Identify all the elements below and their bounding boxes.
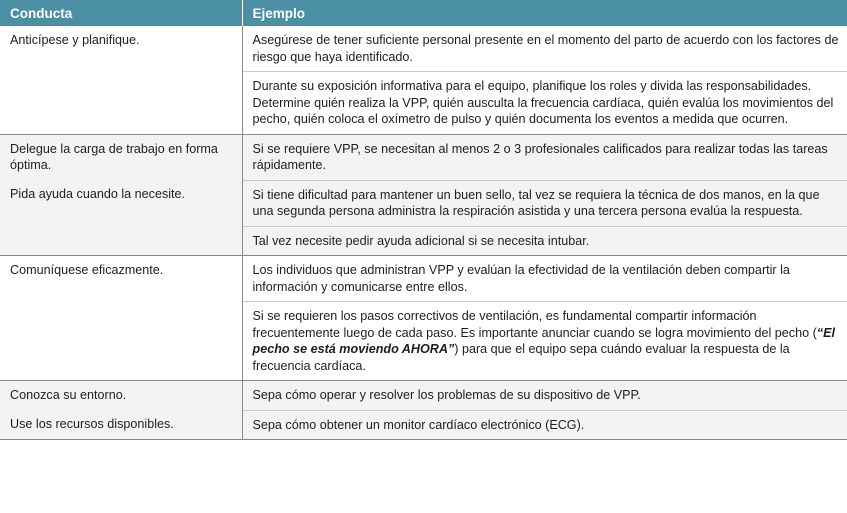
table-row <box>0 381 847 440</box>
ejemplo-text: Asegúrese de tener suficiente personal presente en el momento del parto de acuerdo con los factores de riesgo que haya identificado. <box>252 33 839 64</box>
ejemplo-text: Durante su exposición informativa para el equipo, planifique los roles y divida las responsabilidades. Determine quién realiza la VPP, quién ausculta la frecuencia cardíaca, quién evalúa los movimientos del pecho, quién coloca el oxímetro de pulso y quién documenta los eventos a medida que ocurren. <box>243 71 847 134</box>
table-header <box>0 0 847 26</box>
conducta-cell <box>0 256 242 381</box>
conducta-text: Use los recursos disponibles. <box>10 416 174 431</box>
conducta-cell <box>0 26 242 134</box>
table-row <box>0 26 847 134</box>
conducta-text: Delegue la carga de trabajo en forma óptima. <box>10 141 218 172</box>
ejemplo-text: Sepa cómo obtener un monitor cardíaco electrónico (ECG). <box>243 410 847 440</box>
rich-emphasis: “El pecho se está moviendo AHORA” <box>252 325 835 356</box>
conducta-text: Pida ayuda cuando la necesite. <box>10 186 186 201</box>
rich-before: Si se requieren los pasos correctivos de ventilación, es fundamental compartir información frecuentemente luego de cada paso. Es importante anunciar cuando se logra movimiento del pecho ( <box>252 309 817 340</box>
header-row <box>0 0 847 26</box>
conducta-text: Anticípese y planifique. <box>10 33 140 47</box>
ejemplo-text-rich <box>243 301 847 380</box>
ejemplo-text: Tal vez necesite pedir ayuda adicional si se necesita intubar. <box>243 226 847 256</box>
ejemplo-cell <box>242 26 847 134</box>
header-conducta: Conducta <box>0 0 242 26</box>
table-row <box>0 256 847 381</box>
ejemplo-text: Los individuos que administran VPP y evalúan la efectividad de la ventilación deben compartir la información y comunicarse entre ellos. <box>252 263 790 294</box>
header-ejemplo: Ejemplo <box>242 0 847 26</box>
ejemplo-text: Sepa cómo operar y resolver los problemas de su dispositivo de VPP. <box>252 388 641 402</box>
ejemplo-cell <box>242 134 847 256</box>
ejemplo-text: Si tiene dificultad para mantener un buen sello, tal vez se requiera la técnica de dos manos, en la que una segunda persona administra la respiración asistida y una tercera persona evalúa la respuesta. <box>243 180 847 226</box>
ejemplo-cell <box>242 381 847 440</box>
ejemplo-cell <box>242 256 847 381</box>
table-body <box>0 26 847 440</box>
conducta-text: Comuníquese eficazmente. <box>10 263 164 277</box>
rich-after: ) para que el equipo sepa cuándo evaluar la respuesta de la frecuencia cardíaca. <box>252 342 790 373</box>
ejemplo-text: Si se requiere VPP, se necesitan al menos 2 o 3 profesionales calificados para realizar todas las tareas rápidamente. <box>252 141 828 172</box>
conducta-text: Conozca su entorno. <box>10 388 127 402</box>
table-row <box>0 134 847 256</box>
conducta-cell <box>0 381 242 440</box>
conducta-cell <box>0 134 242 256</box>
